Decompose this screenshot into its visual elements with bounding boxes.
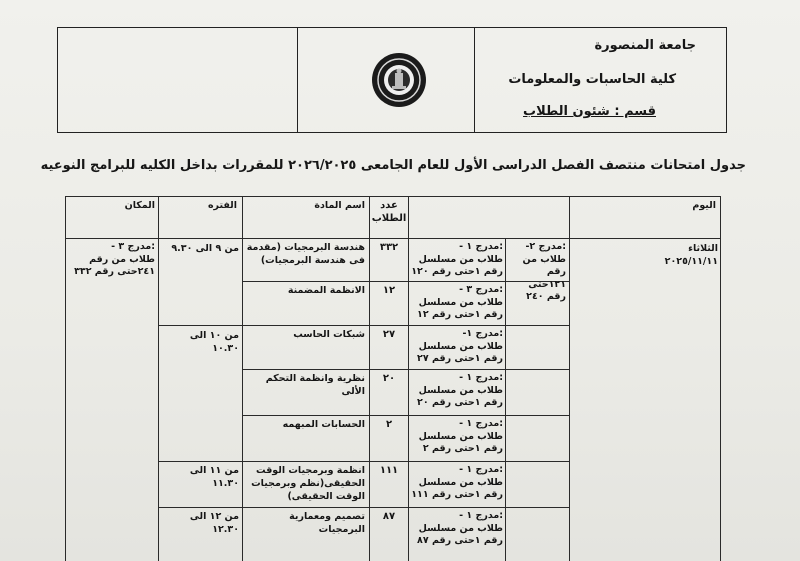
- table-border: [65, 196, 721, 197]
- course-name: تصميم ومعمارية البرمجيات: [289, 511, 365, 535]
- schedule-title: جدول امتحانات منتصف الفصل الدراسى الأول للعام الجامعى ٢٠٢٦/٢٠٢٥ للمقررات بداخل الكليه للبرامج النوعيه: [40, 158, 746, 173]
- student-count: ٢٧: [382, 329, 396, 340]
- column-divider: [408, 196, 409, 561]
- faculty-name: كلية الحاسبات والمعلومات: [508, 72, 676, 87]
- university-seal-icon: [370, 51, 428, 109]
- student-count: ٢٠: [382, 373, 396, 384]
- header-day: اليوم: [692, 200, 716, 211]
- letterhead-box: [57, 27, 727, 133]
- table-border: [65, 196, 66, 561]
- row-divider: [158, 325, 569, 326]
- university-name: جامعة المنصورة: [594, 38, 696, 53]
- row-divider: [158, 507, 569, 508]
- column-divider: [569, 196, 570, 561]
- row-divider: [242, 415, 569, 416]
- row-divider: [158, 461, 569, 462]
- department-name: قسم : شئون الطلاب: [523, 104, 656, 119]
- column-divider: [242, 196, 243, 561]
- course-name: الانظمة المضمنة: [287, 285, 365, 296]
- period-cell: من ٩ الى ٩.٣٠: [171, 243, 239, 254]
- header-students: عدد الطلاب: [371, 200, 407, 224]
- student-count: ٣٣٢: [379, 242, 399, 253]
- exam-hall-cell: :مدرج ١- طلاب من مسلسل رقم ١حتى رقم ٢٧: [417, 328, 503, 364]
- exam-day-date: ٢٠٢٥/١١/١١: [664, 256, 718, 267]
- exam-hall-cell: :مدرج ٣ - طلاب من مسلسل رقم ١حتى رقم ١٢: [417, 284, 503, 320]
- student-count: ١١١: [379, 465, 399, 476]
- period-cell: من ١٠ الى ١٠.٣٠: [189, 330, 239, 354]
- row-divider: [242, 369, 569, 370]
- exam-hall-cell: :مدرج ١ - طلاب من مسلسل رقم ١حتى رقم ١٢٠: [411, 241, 503, 277]
- exam-hall-cell: :مدرج ٢- طلاب من رقم ١٢١حتى رقم ٢٤٠: [522, 241, 566, 302]
- header-period: الفتره: [207, 200, 237, 211]
- table-border: [720, 196, 721, 561]
- exam-hall-cell: :مدرج ١ - طلاب من مسلسل رقم ١حتى رقم ٢٠: [417, 372, 503, 408]
- period-cell: من ١١ الى ١١.٣٠: [189, 465, 239, 489]
- header-place: المكان: [124, 200, 155, 211]
- exam-hall-cell: :مدرج ١ - طلاب من مسلسل رقم ١حتى رقم ٢: [418, 418, 503, 454]
- course-name: هندسة البرمجيات (مقدمة فى هندسة البرمجيات): [246, 242, 365, 266]
- student-count: ٢: [385, 419, 393, 430]
- header-course: اسم المادة: [314, 200, 365, 211]
- header-divider: [474, 28, 475, 132]
- exam-day-name: الثلاثاء: [688, 243, 718, 254]
- column-divider: [505, 238, 506, 561]
- period-cell: من ١٢ الى ١٢.٣٠: [189, 511, 239, 535]
- exam-hall-cell: :مدرج ١ - طلاب من مسلسل رقم ١حتى رقم ٨٧: [417, 510, 503, 546]
- header-divider: [297, 28, 298, 132]
- student-count: ٨٧: [382, 511, 396, 522]
- course-name: نظرية وانظمة التحكم الألى: [265, 373, 365, 397]
- student-count: ١٢: [382, 285, 396, 296]
- exam-schedule-table: [65, 196, 721, 561]
- course-name: الحسابات المبهمه: [282, 419, 365, 430]
- course-name: انظمة وبرمجيات الوقت الحقيقى(نظم وبرمجيات الوقت الحقيقى): [251, 465, 365, 502]
- exam-hall-cell: :مدرج ١ - طلاب من مسلسل رقم ١حتى رقم ١١١: [411, 464, 503, 500]
- column-divider: [158, 196, 159, 561]
- table-header-divider: [65, 238, 721, 239]
- course-name: شبكات الحاسب: [293, 329, 365, 340]
- exam-hall-cell: :مدرج ٣ - طلاب من رقم ٢٤١حتى رقم ٣٣٢: [74, 241, 155, 277]
